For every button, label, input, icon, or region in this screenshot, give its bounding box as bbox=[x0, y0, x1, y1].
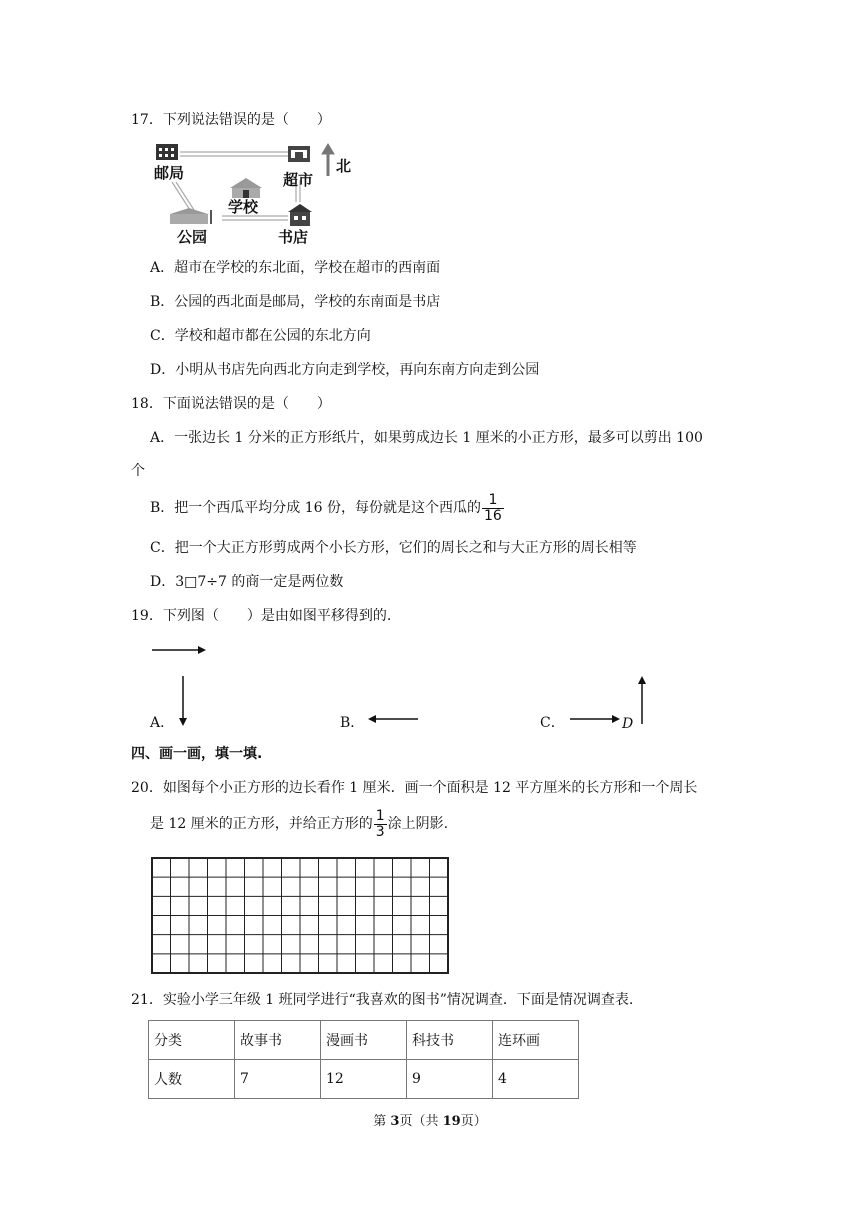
survey-table bbox=[148, 1020, 579, 1099]
q20-line2 bbox=[150, 808, 448, 840]
q17-option-d: D．小明从书店先向西北方向走到学校，再向东南方向走到公园 bbox=[150, 362, 540, 378]
q17-option-a: A．超市在学校的东北面，学校在超市的西南面 bbox=[150, 260, 441, 276]
option-a-arrow-down-icon bbox=[179, 676, 187, 726]
q18-stem: 18．下面说法错误的是（ ） bbox=[131, 396, 331, 412]
table-cell: 故事书 bbox=[235, 1021, 321, 1060]
section-4-title: 四、画一画，填一填. bbox=[131, 746, 263, 762]
q18-option-b bbox=[150, 492, 505, 524]
map-label-north: 北 bbox=[336, 157, 352, 175]
fraction-one-sixteenth: $\frac{1}{16}$ bbox=[484, 491, 502, 524]
q19-stem: 19．下列图（ ）是由如图平移得到的. bbox=[131, 608, 392, 624]
q19-figures bbox=[150, 640, 730, 735]
original-arrow-right-icon bbox=[152, 646, 206, 654]
supermarket-icon bbox=[288, 146, 310, 162]
page-footer: 第 3页（共 19页） bbox=[373, 1114, 487, 1129]
q20-line2-post: 涂上阴影. bbox=[387, 816, 449, 832]
q19-label-d: D bbox=[622, 716, 634, 732]
q18-option-d: D．3□7÷7 的商一定是两位数 bbox=[150, 574, 344, 590]
square-grid bbox=[151, 857, 451, 975]
table-cell: 4 bbox=[493, 1060, 579, 1099]
table-cell: 12 bbox=[321, 1060, 407, 1099]
q18-option-a-line1: A．一张边长 1 分米的正方形纸片，如果剪成边长 1 厘米的小正方形，最多可以剪出 100 bbox=[150, 430, 703, 446]
fraction-one-third: $\frac{1}{3}$ bbox=[375, 807, 385, 840]
post-office-icon bbox=[156, 144, 178, 160]
table-cell: 人数 bbox=[149, 1060, 235, 1099]
q17-stem: 17．下列说法错误的是（ ） bbox=[131, 112, 331, 128]
map-label-post: 邮局 bbox=[154, 164, 185, 182]
page-total: 19 bbox=[442, 1114, 461, 1129]
option-d-arrow-up-icon bbox=[638, 676, 646, 724]
q17-option-b: B．公园的西北面是邮局，学校的东南面是书店 bbox=[150, 294, 441, 310]
q19-label-b: B． bbox=[340, 715, 365, 731]
q18-option-a-line2: 个 bbox=[131, 463, 145, 479]
table-cell: 9 bbox=[407, 1060, 493, 1099]
q21-stem: 21．实验小学三年级 1 班同学进行“我喜欢的图书”情况调查．下面是情况调查表. bbox=[131, 992, 634, 1008]
bookstore-icon bbox=[288, 204, 312, 226]
q18-option-b-text: B．把一个西瓜平均分成 16 份，每份就是这个西瓜的 bbox=[150, 500, 482, 516]
q19-label-c: C． bbox=[540, 715, 565, 731]
map-label-bookstore: 书店 bbox=[278, 228, 309, 246]
option-c-arrow-right-icon bbox=[570, 715, 620, 723]
table-row bbox=[149, 1060, 579, 1099]
q20-line2-pre: 是 12 厘米的正方形，并给正方形的 bbox=[150, 816, 373, 832]
north-arrow-icon bbox=[322, 144, 334, 176]
school-icon bbox=[230, 178, 262, 198]
q17-option-c: C．学校和超市都在公园的东北方向 bbox=[150, 328, 371, 344]
table-cell: 漫画书 bbox=[321, 1021, 407, 1060]
table-cell: 分类 bbox=[149, 1021, 235, 1060]
table-cell: 连环画 bbox=[493, 1021, 579, 1060]
option-b-arrow-left-icon bbox=[368, 715, 418, 723]
park-icon bbox=[170, 208, 212, 224]
table-cell: 7 bbox=[235, 1060, 321, 1099]
map-label-school: 学校 bbox=[228, 198, 259, 216]
map-label-park: 公园 bbox=[177, 228, 208, 246]
page-number: 3 bbox=[390, 1114, 400, 1129]
q20-line1: 20．如图每个小正方形的边长看作 1 厘米．画一个面积是 12 平方厘米的长方形和一个周长 bbox=[131, 780, 698, 796]
q19-label-a: A． bbox=[150, 715, 175, 731]
q18-option-c: C．把一个大正方形剪成两个小长方形，它们的周长之和与大正方形的周长相等 bbox=[150, 540, 637, 556]
table-cell: 科技书 bbox=[407, 1021, 493, 1060]
table-row bbox=[149, 1021, 579, 1060]
q17-map-figure bbox=[150, 140, 370, 250]
map-label-supermarket: 超市 bbox=[283, 171, 314, 189]
